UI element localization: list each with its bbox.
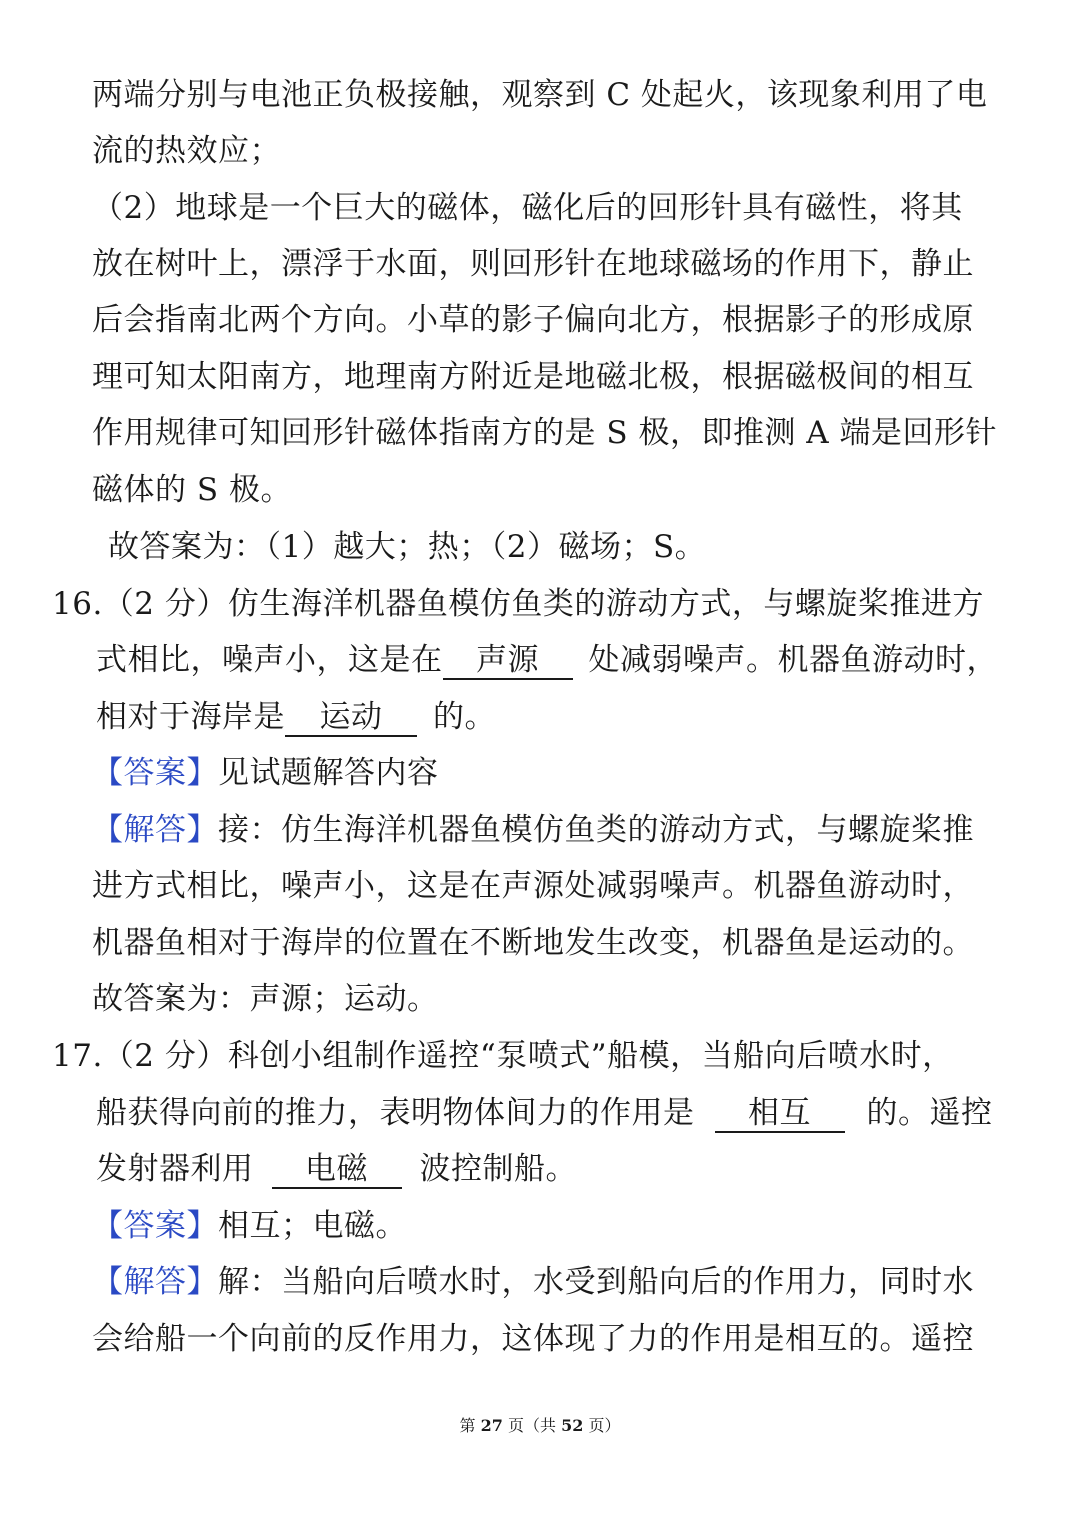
answer-summary: 故答案为：声源；运动。 <box>92 981 439 1017</box>
text-line: 磁体的 S 极。 <box>92 472 292 508</box>
page-footer <box>0 1414 1080 1438</box>
text: 发射器利用 <box>96 1151 254 1187</box>
question-17-stem: 17.（2 分）科创小组制作遥控“泵喷式”船模，当船向后喷水时， <box>52 1038 954 1074</box>
text-line: 会给船一个向前的反作用力，这体现了力的作用是相互的。遥控 <box>92 1321 974 1357</box>
answer-blank-1: 声源 <box>443 642 573 680</box>
text-line: 两端分别与电池正负极接触，观察到 C 处起火，该现象利用了电 <box>92 77 988 113</box>
answer-blank-1: 相互 <box>715 1095 845 1133</box>
answer-tag: 【答案】 <box>92 1208 218 1244</box>
solution-tag: 【解答】 <box>92 1264 218 1300</box>
text-line: 流的热效应； <box>92 133 281 169</box>
footer-suffix: 页） <box>588 1416 621 1435</box>
text-line: 理可知太阳南方，地理南方附近是地磁北极，根据磁极间的相互 <box>92 359 974 395</box>
answer-text: 相互；电磁。 <box>218 1208 407 1244</box>
answer-summary: 故答案为：（1）越大；热；（2）磁场；S。 <box>108 529 707 565</box>
question-16-line2 <box>96 640 998 680</box>
question-17-solution <box>92 1262 974 1302</box>
solution-tag: 【解答】 <box>92 812 218 848</box>
text-line: 机器鱼相对于海岸的位置在不断地发生改变，机器鱼是运动的。 <box>92 925 974 961</box>
total-page-number: 52 <box>561 1416 584 1435</box>
solution-text: 解：当船向后喷水时，水受到船向后的作用力，同时水 <box>218 1264 974 1300</box>
question-16-stem: 16.（2 分）仿生海洋机器鱼模仿鱼类的游动方式，与螺旋桨推进方 <box>52 586 984 622</box>
text: 波控制船。 <box>419 1151 577 1187</box>
text: 相对于海岸是 <box>96 699 285 735</box>
answer-blank-2: 运动 <box>285 699 417 737</box>
solution-text: 接：仿生海洋机器鱼模仿鱼类的游动方式，与螺旋桨推 <box>218 812 974 848</box>
text: 船获得向前的推力，表明物体间力的作用是 <box>96 1095 695 1131</box>
text-line: 后会指南北两个方向。小草的影子偏向北方，根据影子的形成原 <box>92 302 974 338</box>
text-line: 进方式相比，噪声小，这是在声源处减弱噪声。机器鱼游动时， <box>92 868 974 904</box>
footer-prefix: 第 <box>459 1416 476 1435</box>
question-16-answer <box>92 753 439 793</box>
text-line: （2）地球是一个巨大的磁体，磁化后的回形针具有磁性，将其 <box>92 190 963 226</box>
question-17-answer <box>92 1206 407 1246</box>
question-16-solution <box>92 810 974 850</box>
text: 的。 <box>433 699 496 735</box>
answer-tag: 【答案】 <box>92 755 218 791</box>
question-16-line3 <box>96 697 496 737</box>
question-17-line3 <box>96 1149 577 1189</box>
footer-middle: 页（共 <box>507 1416 556 1435</box>
question-17-line2 <box>96 1093 993 1133</box>
text: 式相比，噪声小，这是在 <box>96 642 443 678</box>
current-page-number: 27 <box>480 1416 503 1435</box>
text-line: 作用规律可知回形针磁体指南方的是 S 极，即推测 A 端是回形针 <box>92 415 998 451</box>
answer-text: 见试题解答内容 <box>218 755 439 791</box>
text: 的。遥控 <box>866 1095 993 1131</box>
text-line: 放在树叶上，漂浮于水面，则回形针在地球磁场的作用下，静止 <box>92 246 974 282</box>
text: 处减弱噪声。机器鱼游动时， <box>588 642 998 678</box>
answer-blank-2: 电磁 <box>272 1151 402 1189</box>
